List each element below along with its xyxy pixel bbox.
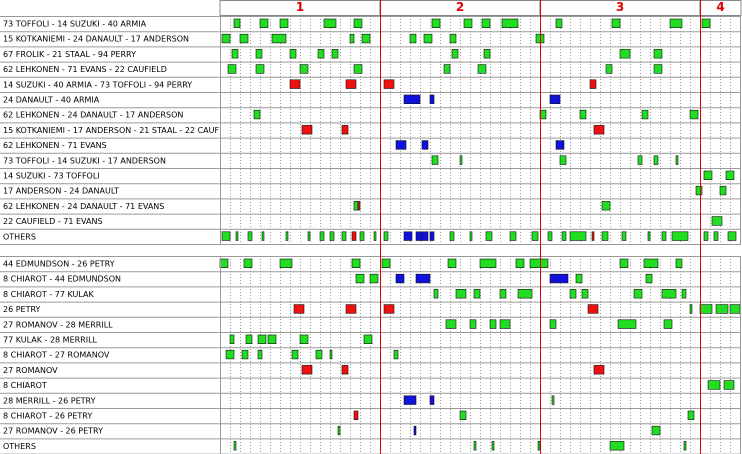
shift-red xyxy=(358,201,360,210)
shift-green xyxy=(720,186,726,195)
shift-green xyxy=(446,320,456,329)
shift-green xyxy=(642,110,648,119)
shift-green xyxy=(256,65,264,74)
shift-green xyxy=(654,49,662,58)
shift-green xyxy=(700,305,712,314)
shift-blue xyxy=(430,95,434,104)
shift-green xyxy=(708,381,720,390)
shift-green xyxy=(480,259,496,268)
shift-blue xyxy=(404,396,416,405)
period-label: 3 xyxy=(615,0,625,14)
shift-blue xyxy=(430,232,434,241)
shift-green xyxy=(570,289,576,298)
shift-green xyxy=(576,274,582,283)
shift-green xyxy=(610,441,624,450)
period-label: 1 xyxy=(295,0,305,14)
shift-blue xyxy=(416,274,430,283)
shift-green xyxy=(582,289,588,298)
shift-green xyxy=(246,335,252,344)
row-label: OTHERS xyxy=(3,232,36,242)
shift-green xyxy=(690,305,692,314)
row-label: 26 PETRY xyxy=(3,305,41,315)
shift-green xyxy=(620,49,630,58)
shift-green xyxy=(662,232,666,241)
shift-green xyxy=(330,350,332,359)
shift-green xyxy=(654,156,658,165)
shift-green xyxy=(704,232,708,241)
row-label: 62 LEHKONEN - 24 DANAULT - 17 ANDERSON xyxy=(3,110,184,120)
shift-green xyxy=(464,19,472,28)
shift-green xyxy=(354,19,362,28)
shift-red xyxy=(342,125,348,134)
shift-green xyxy=(332,49,338,58)
shift-green xyxy=(716,305,728,314)
shift-blue xyxy=(416,232,422,241)
shift-green xyxy=(362,34,370,43)
shift-green xyxy=(500,289,506,298)
shift-green xyxy=(672,232,688,241)
shift-green xyxy=(486,232,492,241)
row-label: 28 MERRILL - 26 PETRY xyxy=(3,396,96,406)
shift-green xyxy=(456,289,466,298)
row-label: 27 ROMANOV - 26 PETRY xyxy=(3,426,103,436)
shift-green xyxy=(248,232,252,241)
row-label: 8 CHIAROT - 26 PETRY xyxy=(3,411,93,421)
shift-green xyxy=(382,259,390,268)
shift-green xyxy=(648,232,650,241)
shift-green xyxy=(622,232,626,241)
shift-green xyxy=(492,441,494,450)
shift-blue xyxy=(550,274,568,283)
shift-green xyxy=(354,201,358,210)
row-label: 62 LEHKONEN - 71 EVANS xyxy=(3,141,107,151)
shift-red xyxy=(342,365,348,374)
row-label: OTHERS xyxy=(3,441,36,451)
shift-green xyxy=(290,49,296,58)
shift-green xyxy=(662,289,676,298)
shift-green xyxy=(474,289,480,298)
shift-green xyxy=(272,34,286,43)
shift-red xyxy=(294,305,304,314)
shift-blue xyxy=(422,232,428,241)
shift-red xyxy=(592,232,594,241)
lower-section xyxy=(0,256,741,454)
shift-red xyxy=(384,305,394,314)
shift-red xyxy=(302,365,312,374)
shift-green xyxy=(634,289,642,298)
shift-green xyxy=(356,274,364,283)
shift-green xyxy=(470,320,476,329)
shift-green xyxy=(256,49,262,58)
shift-green xyxy=(724,381,734,390)
shift-green xyxy=(444,65,450,74)
shift-green xyxy=(230,335,234,344)
shift-red xyxy=(588,305,598,314)
shift-green xyxy=(478,65,486,74)
shift-red xyxy=(590,80,596,89)
period-dividers xyxy=(381,0,701,454)
shift-red xyxy=(346,305,356,314)
shift-green xyxy=(260,19,268,28)
shift-green xyxy=(474,441,476,450)
shift-green xyxy=(612,19,620,28)
shift-green xyxy=(664,320,672,329)
shift-green xyxy=(432,19,440,28)
shift-green xyxy=(338,426,340,435)
shift-green xyxy=(652,426,660,435)
shift-green xyxy=(560,156,566,165)
shift-green xyxy=(712,217,722,226)
shift-green xyxy=(552,396,554,405)
shift-green xyxy=(518,289,532,298)
shift-green xyxy=(460,156,462,165)
shift-green xyxy=(350,34,354,43)
period-label: 4 xyxy=(716,0,725,14)
row-label: 73 TOFFOLI - 14 SUZUKI - 40 ARMIA xyxy=(3,19,147,29)
shift-green xyxy=(670,19,682,28)
row-label: 14 SUZUKI - 40 ARMIA - 73 TOFFOLI - 94 PERRY xyxy=(3,80,193,90)
shift-green xyxy=(696,186,702,195)
shift-green xyxy=(354,65,362,74)
shift-red xyxy=(352,232,356,241)
shift-green xyxy=(500,320,510,329)
row-label: 77 KULAK - 28 MERRILL xyxy=(3,335,98,345)
row-label: 15 KOTKANIEMI - 24 DANAULT - 17 ANDERSON xyxy=(3,34,189,44)
shift-green xyxy=(482,19,490,28)
row-label: 44 EDMUNDSON - 26 PETRY xyxy=(3,259,115,269)
shift-green xyxy=(644,259,658,268)
shift-green xyxy=(530,259,548,268)
shift-green xyxy=(424,34,432,43)
shift-green xyxy=(460,411,466,420)
row-label: 8 CHIAROT - 44 EDMUNDSON xyxy=(3,274,121,284)
shift-green xyxy=(556,19,562,28)
shift-green xyxy=(318,49,324,58)
shift-green xyxy=(618,320,636,329)
period-label: 2 xyxy=(455,0,465,14)
shift-green xyxy=(236,232,238,241)
shift-green xyxy=(484,49,490,58)
shift-green xyxy=(638,156,642,165)
upper-section xyxy=(0,16,741,245)
shift-green xyxy=(254,110,260,119)
shift-green xyxy=(510,232,516,241)
shift-green xyxy=(384,232,388,241)
shift-green xyxy=(448,259,456,268)
shift-green xyxy=(242,350,248,359)
shift-green xyxy=(450,232,454,241)
shift-green xyxy=(234,19,240,28)
shift-green xyxy=(394,350,398,359)
shift-green xyxy=(450,34,456,43)
shift-green xyxy=(570,232,586,241)
shift-green xyxy=(470,232,472,241)
shift-green xyxy=(728,232,736,241)
shift-green xyxy=(516,259,524,268)
row-label: 73 TOFFOLI - 14 SUZUKI - 17 ANDERSON xyxy=(3,156,166,166)
row-label: 8 CHIAROT xyxy=(3,381,47,391)
row-label: 17 ANDERSON - 24 DANAULT xyxy=(3,186,120,196)
shift-green xyxy=(364,335,372,344)
row-label: 62 LEHKONEN - 71 EVANS - 22 CAUFIELD xyxy=(3,65,167,75)
shift-blue xyxy=(404,95,420,104)
row-label: 14 SUZUKI - 73 TOFFOLI xyxy=(3,171,100,181)
row-label: 8 CHIAROT - 27 ROMANOV xyxy=(3,350,110,360)
shift-green xyxy=(258,335,266,344)
shift-green xyxy=(244,259,252,268)
shift-green xyxy=(262,232,264,241)
shift-green xyxy=(730,305,740,314)
shift-green xyxy=(548,232,552,241)
shift-blue xyxy=(404,232,412,241)
shift-blue xyxy=(550,95,560,104)
shift-green xyxy=(374,232,376,241)
shift-green xyxy=(550,320,556,329)
shift-green xyxy=(300,65,308,74)
row-label: 62 LEHKONEN - 24 DANAULT - 71 EVANS xyxy=(3,201,165,211)
shift-green xyxy=(222,232,230,241)
row-label: 27 ROMANOV - 28 MERRILL xyxy=(3,320,113,330)
shift-red xyxy=(346,80,356,89)
shift-green xyxy=(330,232,334,241)
shift-green xyxy=(690,110,698,119)
shift-green xyxy=(258,350,262,359)
shift-green xyxy=(452,49,458,58)
shift-green xyxy=(688,411,694,420)
shift-red xyxy=(290,80,300,89)
shift-green xyxy=(676,156,678,165)
shift-green xyxy=(562,232,566,241)
shift-green xyxy=(432,156,438,165)
shift-blue xyxy=(396,141,406,150)
shift-green xyxy=(606,65,612,74)
shift-green xyxy=(286,232,288,241)
shift-blue xyxy=(556,141,564,150)
shift-green xyxy=(490,320,496,329)
row-label: 22 CAUFIELD - 71 EVANS xyxy=(3,217,103,227)
shift-red xyxy=(302,125,312,134)
shift-green xyxy=(300,335,308,344)
shift-green xyxy=(704,171,712,180)
row-label: 8 CHIAROT - 77 KULAK xyxy=(3,289,94,299)
shift-red xyxy=(594,365,604,374)
shift-green xyxy=(434,289,438,298)
shift-red xyxy=(594,125,604,134)
shift-green xyxy=(308,232,310,241)
shift-green xyxy=(220,259,228,268)
shift-green xyxy=(222,34,230,43)
shift-green xyxy=(684,441,686,450)
shift-green xyxy=(682,289,686,298)
shift-green xyxy=(580,110,586,119)
shift-green xyxy=(702,19,710,28)
shift-green xyxy=(620,259,628,268)
shift-green xyxy=(232,49,238,58)
shift-green xyxy=(280,259,292,268)
shift-blue xyxy=(396,274,404,283)
row-label: 15 KOTKANIEMI - 17 ANDERSON - 21 STAAL - 22 CAUF xyxy=(3,125,220,135)
row-label: 24 DANAULT - 40 ARMIA xyxy=(3,95,100,105)
shift-green xyxy=(502,19,518,28)
shift-red xyxy=(384,80,394,89)
shift-green xyxy=(228,65,236,74)
shift-green xyxy=(676,259,682,268)
shift-green xyxy=(370,274,378,283)
shift-green xyxy=(602,232,608,241)
shift-green xyxy=(240,34,248,43)
shift-red xyxy=(354,411,358,420)
shift-green xyxy=(726,171,734,180)
shift-green xyxy=(352,259,360,268)
shift-green xyxy=(226,350,234,359)
row-label: 27 ROMANOV xyxy=(3,365,58,375)
chart-frame xyxy=(220,0,741,16)
shift-green xyxy=(324,19,336,28)
shift-green xyxy=(360,232,364,241)
shift-green xyxy=(280,19,288,28)
shift-green xyxy=(316,350,322,359)
shift-blue xyxy=(414,426,416,435)
row-label: 67 FROLIK - 21 STAAL - 94 PERRY xyxy=(3,49,136,59)
shift-blue xyxy=(430,396,434,405)
shift-green xyxy=(532,232,538,241)
shift-green xyxy=(320,232,324,241)
shift-blue xyxy=(422,141,428,150)
shift-green xyxy=(714,232,718,241)
shift-green xyxy=(602,201,610,210)
shift-green xyxy=(268,335,276,344)
shift-green xyxy=(646,274,652,283)
shift-green xyxy=(410,34,416,43)
shift-green xyxy=(654,65,662,74)
shift-green xyxy=(292,350,298,359)
shift-green xyxy=(538,441,540,450)
shift-green xyxy=(342,232,346,241)
shift-green xyxy=(234,441,236,450)
